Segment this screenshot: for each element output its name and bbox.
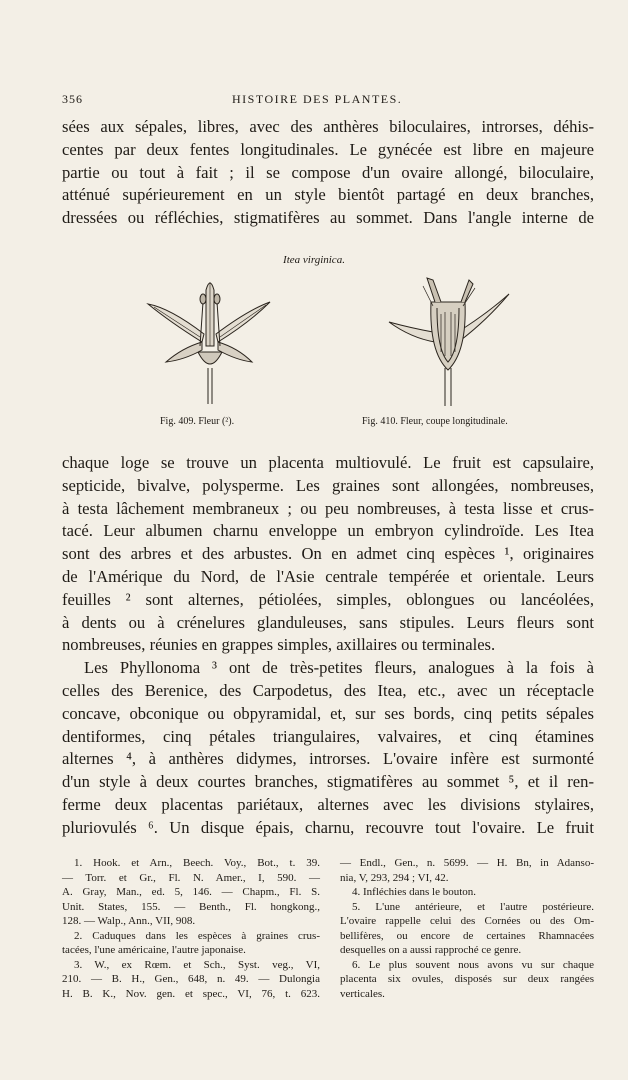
footnote-line: desquelles on a aussi rapproché ce genre.: [340, 944, 522, 956]
footnote-line: 5. L'une antérieure, et l'autre postérieure.: [352, 900, 594, 913]
footnote-line: H. B. K., Nov. gen. et spec., VI, 76, t. 623.: [62, 987, 320, 1000]
text-line: à dents ou à crénelures glanduleuses, sans stipules. Leurs fleurs sont: [62, 612, 594, 632]
text-line: tacé. Leur albumen charnu enveloppe un embryon cylindroïde. Les Itea: [62, 521, 594, 541]
figure-410-section-illustration: [385, 272, 515, 408]
footnote-line: nia, V, 293, 294 ; VI, 42.: [340, 871, 449, 884]
footnotes-left-column: [62, 856, 320, 1001]
text-line: partie ou tout à fait ; il se compose d'un ovaire allongé, biloculaire,: [62, 162, 594, 182]
text-line: alternes ⁴, à anthères didymes, introrses. L'ovaire infère est surmonté: [62, 749, 594, 769]
footnote-line: — Endl., Gen., n. 5699. — H. Bn, in Adanso-: [340, 857, 594, 869]
text-line: d'un style à deux courtes branches, stigmatifères au sommet ⁵, et il ren-: [62, 772, 594, 792]
figure-title: Itea virginica.: [283, 254, 345, 266]
text-line: sées aux sépales, libres, avec des anthères biloculaires, introrses, déhis-: [62, 117, 594, 136]
text-line: Les Phyllonoma ³ ont de très-petites fleurs, analogues à la fois à: [84, 658, 594, 678]
text-line: feuilles ² sont alternes, pétiolées, simples, oblongues ou lancéolées,: [62, 589, 594, 609]
paragraph-top: [62, 116, 594, 230]
footnote-line: placenta six ovules, disposés sur deux rangées: [340, 973, 594, 985]
paragraph-main: [62, 452, 594, 840]
text-line: concave, obconique ou obpyramidal, et, sur ses bords, cinq petits sépales: [62, 703, 594, 723]
text-line: celles des Berenice, des Carpodetus, des Itea, etc., avec un réceptacle: [62, 680, 594, 700]
text-line: nombreuses, réunies en grappes simples, axillaires ou terminales.: [62, 635, 496, 655]
text-line: ferme deux placentas pariétaux, alternes avec les divisions stylaires,: [62, 794, 594, 814]
text-line: centes par deux fentes longitudinales. Le gynécée est libre en majeure: [62, 139, 594, 159]
text-line: septicide, bivalve, polysperme. Les graines sont allongées, nombreuses,: [62, 475, 594, 495]
page-number: 356: [62, 92, 83, 106]
footnote-line: — Torr. et Gr., Fl. N. Amer., I, 590. —: [62, 871, 320, 884]
footnote-line: 1. Hook. et Arn., Beech. Voy., Bot., t. 39.: [74, 857, 320, 869]
footnote-line: 6. Le plus souvent nous avons vu sur chaque: [352, 958, 594, 971]
footnote-line: 2. Caduques dans les espèces à graines crus-: [74, 929, 320, 942]
footnote-line: 128. — Walp., Ann., VII, 908.: [62, 915, 196, 927]
footnote-line: 3. W., ex Rœm. et Sch., Syst. veg., VI,: [74, 958, 320, 971]
figure-410-caption: Fig. 410. Fleur, coupe longitudinale.: [362, 416, 508, 427]
text-line: à testa lâchement membraneux ; ou peu nombreuses, à testa lisse et crus-: [62, 498, 594, 518]
running-title: HISTOIRE DES PLANTES.: [232, 92, 403, 106]
footnote-line: L'ovaire rappelle celui des Cornées ou des Om-: [340, 915, 594, 927]
text-line: chaque loge se trouve un placenta multiovulé. Le fruit est capsulaire,: [62, 453, 594, 472]
footnote-line: bellifères, ou encore de certaines Rhamnacées: [340, 929, 594, 942]
text-line: sont des arbres et des arbustes. On en admet cinq espèces ¹, originaires: [62, 544, 594, 564]
footnotes-right-column: [340, 856, 594, 1001]
footnote-line: A. Gray, Man., ed. 5, 146. — Chapm., Fl. S.: [62, 886, 320, 898]
text-line: dentiformes, cinq pétales triangulaires, valvaires, et cinq étamines: [62, 726, 594, 746]
figure-409-caption: Fig. 409. Fleur (²).: [160, 416, 235, 427]
figure-409-flower-illustration: [140, 272, 280, 408]
running-head: [62, 92, 594, 110]
footnote-line: Unit. States, 155. — Benth., Fl. hongkong.,: [62, 900, 320, 913]
footnote-line: tacées, l'une américaine, l'autre japonaise.: [62, 944, 246, 956]
text-line: atténué supérieurement en un style bientôt partagé en deux branches,: [62, 185, 594, 205]
text-line: dressées ou réfléchies, stigmatifères au sommet. Dans l'angle interne de: [62, 208, 594, 228]
text-line: de l'Amérique du Nord, de l'Asie centrale tempérée et orientale. Leurs: [62, 566, 594, 586]
text-line: pluriovulés ⁶. Un disque épais, charnu, recouvre tout l'ovaire. Le fruit: [62, 817, 594, 837]
footnote-line: 4. Infléchies dans le bouton.: [352, 886, 477, 898]
footnote-line: 210. — B. H., Gen., 648, n. 49. — Dulongia: [62, 973, 320, 985]
footnote-line: verticales.: [340, 987, 385, 1000]
